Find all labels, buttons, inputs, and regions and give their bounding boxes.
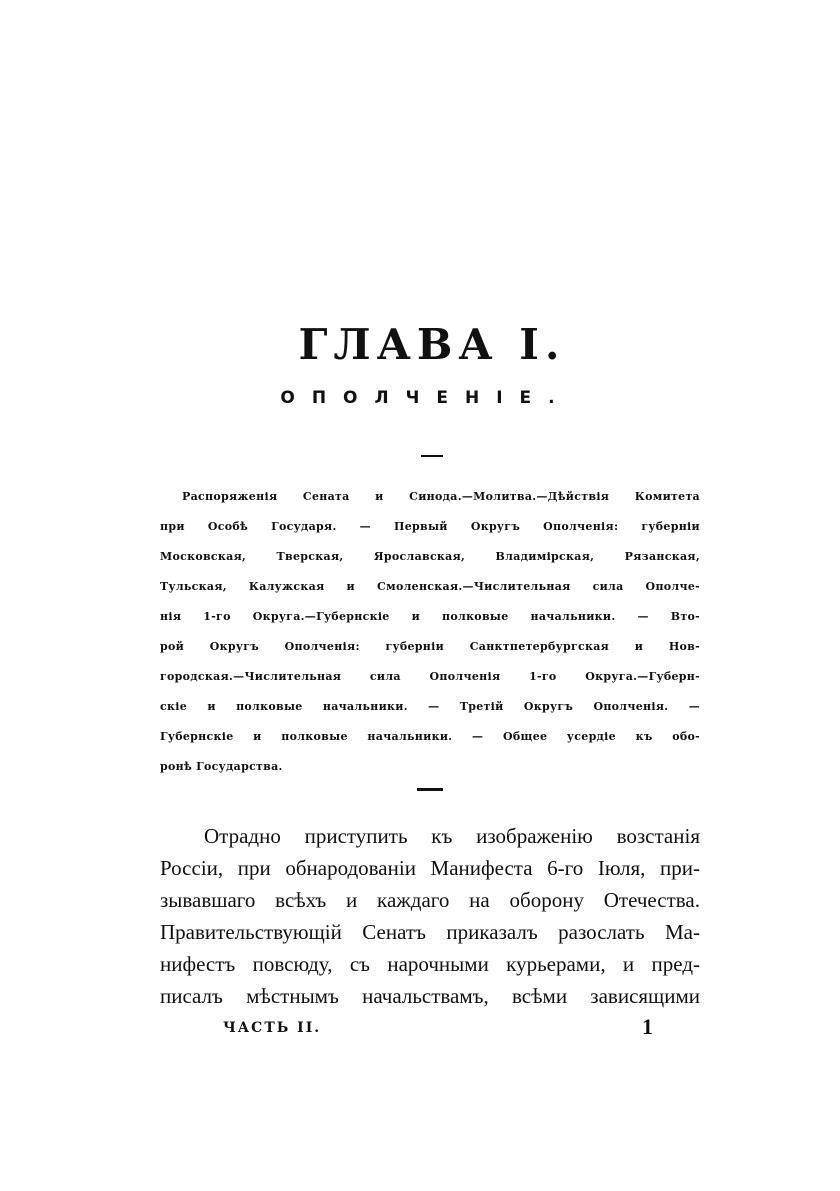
body-text	[160, 820, 700, 1012]
body-line: нифестъ повсюду, съ нарочными курьерами, и пред-	[160, 952, 700, 976]
body-line: Россіи, при обнародованіи Манифеста 6-го Іюля, при-	[160, 856, 700, 880]
page-number: 1	[642, 1014, 653, 1039]
summary-line: Губернскіе и полковые начальники. — Общее усердіе къ обо-	[160, 730, 700, 743]
chapter-title: ГЛАВА I.	[298, 320, 566, 369]
summary-line: нія 1-го Округа.—Губернскіе и полковые начальники. — Вто-	[160, 610, 700, 623]
summary-line: Московская, Тверская, Ярославская, Владимірская, Рязанская,	[160, 550, 700, 563]
chapter-summary	[160, 482, 700, 782]
divider-bottom	[417, 788, 443, 791]
summary-line: рой Округъ Ополченія: губерніи Санктпетербургская и Нов-	[160, 640, 700, 653]
signature-mark: ЧАСТЬ II.	[223, 1020, 322, 1036]
summary-line: городская.—Числительная сила Ополченія 1-го Округа.—Губерн-	[160, 670, 700, 683]
body-line: писалъ мѣстнымъ начальствамъ, всѣми зависящими	[160, 984, 700, 1008]
body-line: зывавшаго всѣхъ и каждаго на оборону Отечества.	[160, 888, 700, 912]
summary-line: Тульская, Калужская и Смоленская.—Числительная сила Ополче-	[160, 580, 700, 593]
body-line: Отрадно приступить къ изображенію возстанія	[204, 824, 700, 848]
divider-top	[421, 455, 443, 457]
chapter-subtitle: ОПОЛЧЕНІЕ.	[280, 388, 572, 408]
summary-line: ронѣ Государства.	[160, 760, 283, 773]
summary-line: при Особѣ Государя. — Первый Округъ Ополченія: губерніи	[160, 520, 700, 533]
summary-line: Распоряженія Сената и Синода.—Молитва.—Дѣйствія Комитета	[182, 490, 700, 503]
body-line: Правительствующій Сенатъ приказалъ разослать Ма-	[160, 920, 700, 944]
summary-line: скіе и полковые начальники. — Третій Округъ Ополченія. —	[160, 700, 700, 713]
